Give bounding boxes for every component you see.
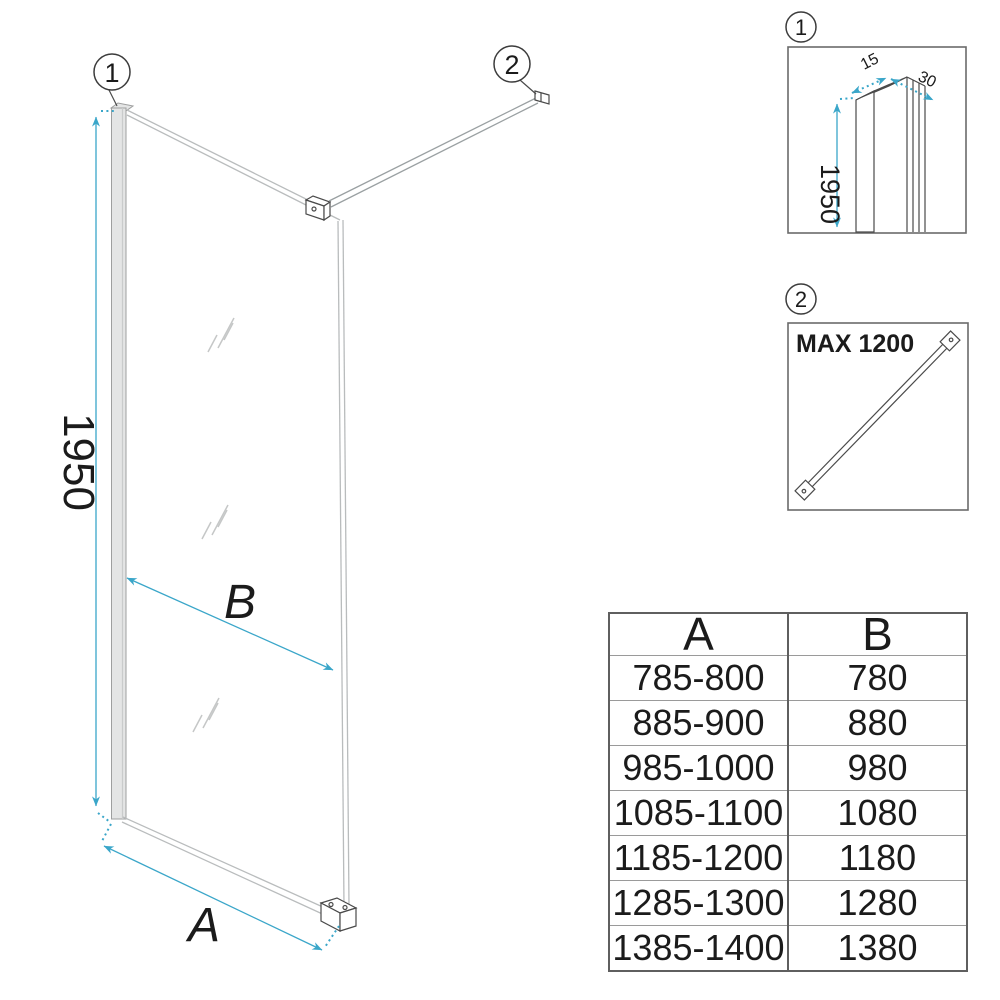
table-row xyxy=(609,881,967,926)
size-table-header-row xyxy=(609,613,967,656)
cell-a-range: 1185-1200 xyxy=(609,836,788,881)
dimension-opening-width-a xyxy=(101,824,339,952)
opening-width-dim-label: A xyxy=(187,899,221,952)
cell-a-range: 885-900 xyxy=(609,701,788,746)
table-row xyxy=(609,926,967,972)
cell-a-range: 985-1000 xyxy=(609,746,788,791)
wall-profile xyxy=(111,103,133,819)
height-dim-label: 1950 xyxy=(54,413,103,511)
dimension-glass-width-b xyxy=(127,576,333,670)
detail-2-callout-number: 2 xyxy=(794,287,808,312)
table-row xyxy=(609,656,967,701)
detail-1-height-label: 1950 xyxy=(815,164,845,225)
detail-1-callout-number: 1 xyxy=(794,15,808,40)
callout-2 xyxy=(494,46,536,94)
dimension-height-1950 xyxy=(54,111,114,822)
cell-a-range: 785-800 xyxy=(609,656,788,701)
size-table-header-a: A xyxy=(609,613,788,656)
size-table xyxy=(608,608,968,972)
detail-1-gap-label: 15 xyxy=(858,50,882,74)
cell-a-range: 1085-1100 xyxy=(609,791,788,836)
cell-a-range: 1285-1300 xyxy=(609,881,788,926)
size-table-header-b: B xyxy=(788,613,967,656)
bar-glass-connector xyxy=(306,196,330,220)
detail-2-panel xyxy=(786,284,968,510)
table-row xyxy=(609,836,967,881)
cell-b-width: 780 xyxy=(788,656,967,701)
table-row xyxy=(609,791,967,836)
glass-panel xyxy=(122,110,349,917)
callout-1-number: 1 xyxy=(104,58,120,88)
detail-1-panel xyxy=(786,12,966,233)
detail-1-depth-label: 30 xyxy=(915,68,939,92)
main-drawing xyxy=(54,46,549,952)
support-bar xyxy=(329,91,549,207)
cell-b-width: 1180 xyxy=(788,836,967,881)
glass-reflection-marks xyxy=(193,318,234,732)
detail-1-box xyxy=(788,47,966,233)
cell-b-width: 1380 xyxy=(788,926,967,972)
table-row xyxy=(609,701,967,746)
callout-2-number: 2 xyxy=(504,50,520,80)
cell-b-width: 880 xyxy=(788,701,967,746)
cell-a-range: 1385-1400 xyxy=(609,926,788,972)
callout-1 xyxy=(94,54,130,106)
max-width-label: MAX 1200 xyxy=(796,330,915,358)
cell-b-width: 1280 xyxy=(788,881,967,926)
cell-b-width: 1080 xyxy=(788,791,967,836)
glass-width-dim-label: B xyxy=(223,576,257,629)
cell-b-width: 980 xyxy=(788,746,967,791)
table-row xyxy=(609,746,967,791)
